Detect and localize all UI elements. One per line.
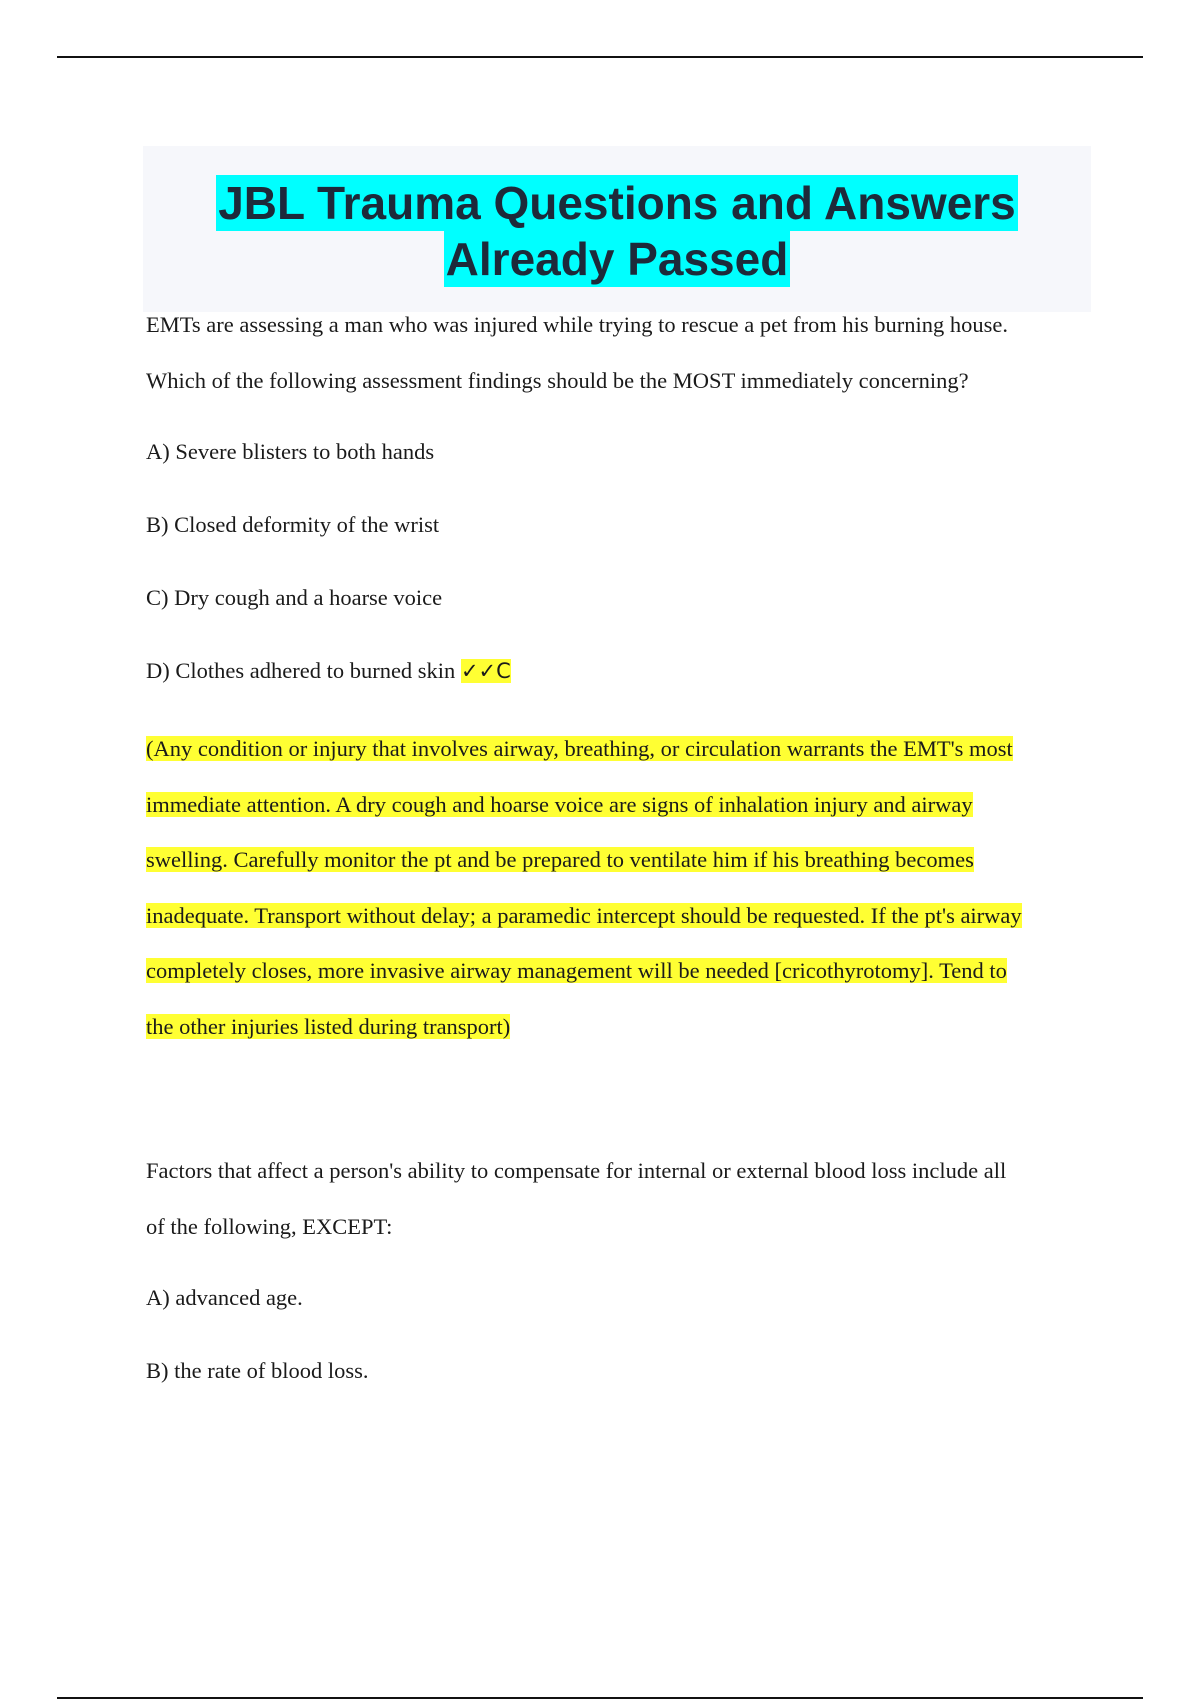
question-1-rationale-line-5: completely closes, more invasive airway management will be needed [cricothyrotomy]. Tend to xyxy=(146,958,1007,983)
question-1-option-d-text: D) Clothes adhered to burned skin xyxy=(146,658,456,683)
document-title-block xyxy=(143,146,1091,312)
question-1-rationale-line-1: (Any condition or injury that involves airway, breathing, or circulation warrants the EMT's most xyxy=(146,736,1013,761)
question-1-rationale-line-2: immediate attention. A dry cough and hoarse voice are signs of inhalation injury and airway xyxy=(146,792,973,817)
question-1-option-c: C) Dry cough and a hoarse voice xyxy=(146,585,443,610)
question-2-stem-line-2: of the following, EXCEPT: xyxy=(146,1214,393,1239)
question-1-option-b: B) Closed deformity of the wrist xyxy=(146,512,440,537)
question-2-stem-line-1: Factors that affect a person's ability to compensate for internal or external blood loss include all xyxy=(146,1158,1007,1183)
question-1-answer-marker: ✓✓C xyxy=(460,659,511,683)
question-1-stem-line-2: Which of the following assessment findings should be the MOST immediately concerning? xyxy=(146,368,969,393)
bottom-rule xyxy=(57,1697,1143,1699)
question-2-option-b: B) the rate of blood loss. xyxy=(146,1358,369,1383)
document-title-line-2: Already Passed xyxy=(445,233,789,285)
question-1-option-d xyxy=(146,658,511,684)
question-1-rationale-line-3: swelling. Carefully monitor the pt and be prepared to ventilate him if his breathing becomes xyxy=(146,847,974,872)
top-rule xyxy=(57,56,1143,58)
question-1-option-a: A) Severe blisters to both hands xyxy=(146,439,435,464)
question-1-rationale-line-6: the other injuries listed during transport) xyxy=(146,1014,511,1039)
question-2-option-a: A) advanced age. xyxy=(146,1285,303,1310)
question-1-rationale-line-4: inadequate. Transport without delay; a paramedic intercept should be requested. If the pt's airway xyxy=(146,903,1022,928)
question-1-stem-line-1: EMTs are assessing a man who was injured while trying to rescue a pet from his burning house. xyxy=(146,312,1008,337)
document-title-line-1: JBL Trauma Questions and Answers xyxy=(218,177,1016,229)
